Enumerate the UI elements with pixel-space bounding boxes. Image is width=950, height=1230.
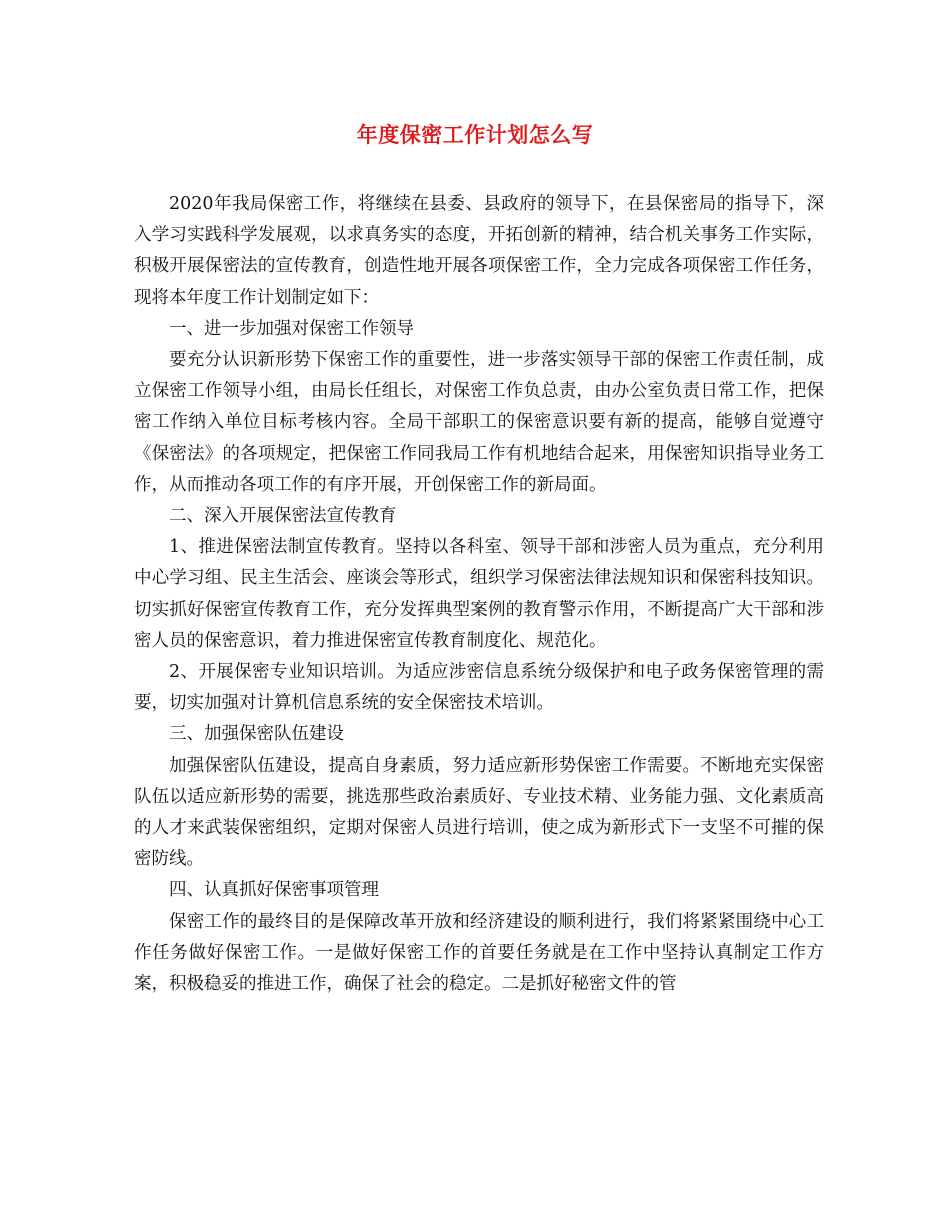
- section-heading-2: 二、深入开展保密法宣传教育: [169, 506, 397, 527]
- document-body: [134, 189, 824, 1000]
- section-heading-3: 三、加强保密队伍建设: [169, 724, 344, 745]
- paragraph-intro: 2020年我局保密工作，将继续在县委、县政府的领导下，在县保密局的指导下，深入学习实践科学发展观，以求真务实的态度，开拓创新的精神，结合机关事务工作实际，积极开展保密法的宣传教育，创造性地开展各项保密工作，全力完成各项保密工作任务，现将本年度工作计划制定如下：: [134, 194, 824, 308]
- paragraph-section-2-item-2: 2、开展保密专业知识培训。为适应涉密信息系统分级保护和电子政务保密管理的需要，切实加强对计算机信息系统的安全保密技术培训。: [134, 662, 824, 714]
- paragraph-section-1: 要充分认识新形势下保密工作的重要性，进一步落实领导干部的保密工作责任制，成立保密工作领导小组，由局长任组长，对保密工作负总责，由办公室负责日常工作，把保密工作纳入单位目标考核内容。全局干部职工的保密意识要有新的提高，能够自觉遵守《保密法》的各项规定，把保密工作同我局工作有机地结合起来，用保密知识指导业务工作，从而推动各项工作的有序开展，开创保密工作的新局面。: [134, 350, 824, 495]
- section-heading-1: 一、进一步加强对保密工作领导: [169, 318, 414, 339]
- paragraph-section-3: 加强保密队伍建设，提高自身素质，努力适应新形势保密工作需要。不断地充实保密队伍以适应新形势的需要，挑选那些政治素质好、专业技术精、业务能力强、文化素质高的人才来武装保密组织，定期对保密人员进行培训，使之成为新形式下一支坚不可摧的保密防线。: [134, 755, 824, 870]
- paragraph-section-4: 保密工作的最终目的是保障改革开放和经济建设的顺利进行，我们将紧紧围绕中心工作任务做好保密工作。一是做好保密工作的首要任务就是在工作中坚持认真制定工作方案，积极稳妥的推进工作，确保了社会的稳定。二是抓好秘密文件的管: [134, 911, 824, 995]
- document-title: 年度保密工作计划怎么写: [356, 122, 594, 147]
- section-heading-4: 四、认真抓好保密事项管理: [169, 880, 379, 901]
- paragraph-section-2-item-1: 1、推进保密法制宣传教育。坚持以各科室、领导干部和涉密人员为重点，充分利用中心学习组、民主生活会、座谈会等形式，组织学习保密法律法规知识和保密科技知识。切实抓好保密宣传教育工作，充分发挥典型案例的教育警示作用，不断提高广大干部和涉密人员的保密意识，着力推进保密宣传教育制度化、规范化。: [134, 537, 824, 651]
